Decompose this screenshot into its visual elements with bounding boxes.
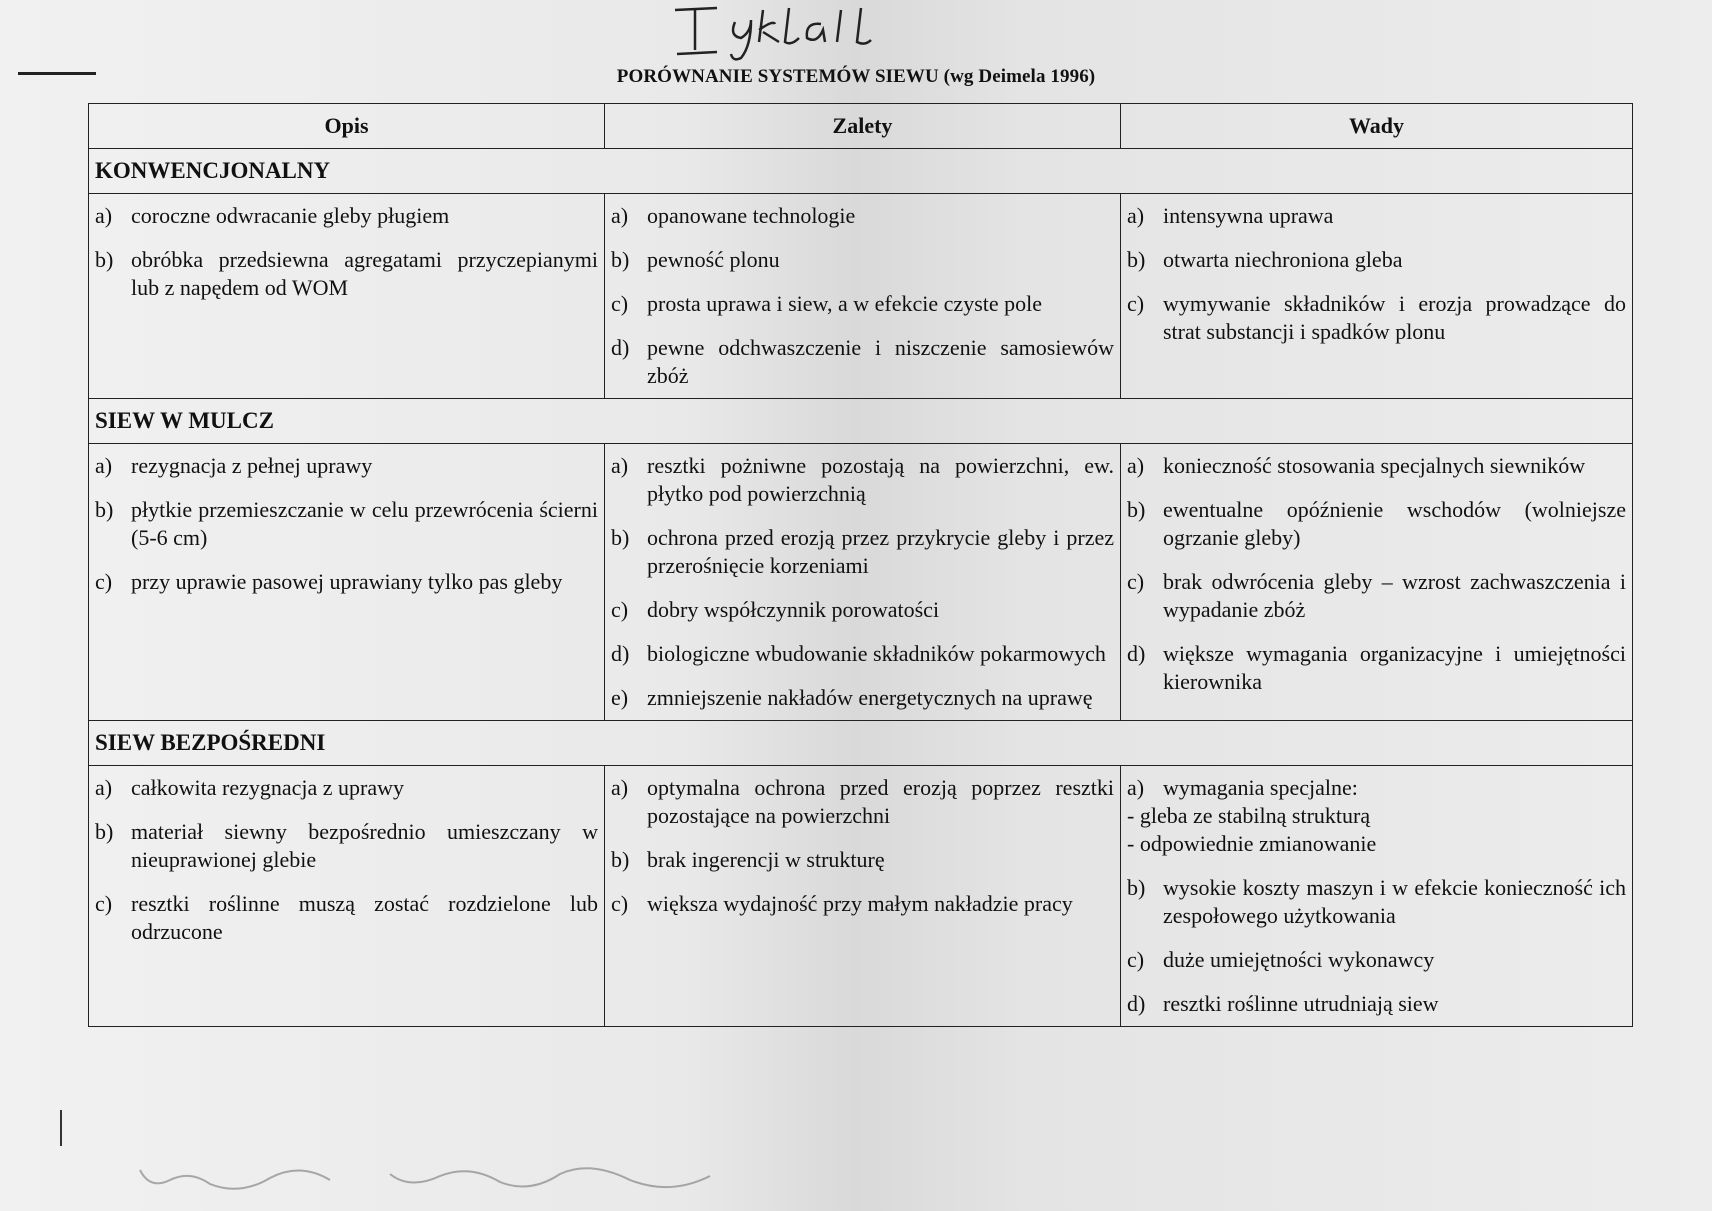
item-text: resztki roślinne muszą zostać rozdzielone lub odrzucone bbox=[131, 891, 598, 944]
item-letter: c) bbox=[95, 891, 113, 916]
list-item bbox=[1127, 990, 1626, 1018]
item-letter: c) bbox=[1127, 947, 1145, 972]
section-heading: KONWENCJONALNY bbox=[89, 149, 1633, 194]
item-letter: c) bbox=[611, 597, 629, 622]
item-letter: b) bbox=[95, 497, 114, 522]
list-item bbox=[1127, 202, 1626, 230]
item-text-wrap bbox=[647, 202, 1114, 230]
item-text-wrap bbox=[131, 890, 598, 946]
item-text-wrap bbox=[131, 568, 598, 596]
list-item bbox=[611, 452, 1114, 508]
item-letter: c) bbox=[611, 891, 629, 916]
document-title: PORÓWNANIE SYSTEMÓW SIEWU (wg Deimela 1996) bbox=[616, 66, 1096, 87]
list-item bbox=[611, 202, 1114, 230]
list-item bbox=[611, 684, 1114, 712]
item-text-wrap bbox=[1163, 246, 1626, 274]
list-item bbox=[1127, 246, 1626, 274]
item-letter: d) bbox=[611, 335, 630, 360]
item-text: większa wydajność przy małym nakładzie pracy bbox=[647, 891, 1073, 916]
item-text-wrap bbox=[647, 596, 1114, 624]
item-letter: c) bbox=[95, 569, 113, 594]
list-item bbox=[611, 246, 1114, 274]
cell-zalety bbox=[605, 194, 1121, 399]
item-letter: a) bbox=[95, 775, 113, 800]
list-item bbox=[611, 890, 1114, 918]
list-item bbox=[1127, 946, 1626, 974]
item-text: pewność plonu bbox=[647, 247, 780, 272]
item-letter: a) bbox=[1127, 203, 1145, 228]
item-letter: d) bbox=[1127, 991, 1146, 1016]
item-letter: a) bbox=[1127, 453, 1145, 478]
margin-bar-mark bbox=[60, 1110, 62, 1146]
list-item bbox=[611, 596, 1114, 624]
item-letter: d) bbox=[611, 641, 630, 666]
item-text-wrap bbox=[647, 890, 1114, 918]
item-text: rezygnacja z pełnej uprawy bbox=[131, 453, 373, 478]
item-text: całkowita rezygnacja z uprawy bbox=[131, 775, 405, 800]
list-item bbox=[1127, 874, 1626, 930]
item-text-wrap bbox=[1163, 946, 1626, 974]
item-text: brak odwrócenia gleby – wzrost zachwaszczenia i wypadanie zbóż bbox=[1163, 569, 1626, 622]
item-text: zmniejszenie nakładów energetycznych na uprawę bbox=[647, 685, 1093, 710]
item-letter: a) bbox=[95, 453, 113, 478]
list-item bbox=[95, 246, 598, 302]
list-item bbox=[1127, 496, 1626, 552]
item-subtext: - odpowiednie zmianowanie bbox=[1127, 831, 1377, 856]
item-text: duże umiejętności wykonawcy bbox=[1163, 947, 1435, 972]
item-text: dobry współczynnik porowatości bbox=[647, 597, 940, 622]
item-text-wrap bbox=[1163, 990, 1626, 1018]
item-letter: a) bbox=[1127, 775, 1145, 800]
list-item bbox=[95, 818, 598, 874]
item-text: otwarta niechroniona gleba bbox=[1163, 247, 1403, 272]
item-letter: e) bbox=[611, 685, 629, 710]
item-letter: b) bbox=[611, 247, 630, 272]
item-letter: b) bbox=[611, 525, 630, 550]
item-text: biologiczne wbudowanie składników pokarmowych bbox=[647, 641, 1106, 666]
table-row bbox=[89, 444, 1633, 721]
item-text-wrap bbox=[1163, 202, 1626, 230]
section-heading: SIEW BEZPOŚREDNI bbox=[89, 721, 1633, 766]
cell-opis bbox=[89, 444, 605, 721]
handwritten-footnote-scribble bbox=[110, 1150, 810, 1210]
item-letter: b) bbox=[611, 847, 630, 872]
item-text: wymywanie składników i erozja prowadzące do strat substancji i spadków plonu bbox=[1163, 291, 1626, 344]
cell-opis bbox=[89, 194, 605, 399]
item-text: intensywna uprawa bbox=[1163, 203, 1334, 228]
list-item bbox=[95, 774, 598, 802]
item-text-wrap bbox=[647, 524, 1114, 580]
item-letter: b) bbox=[1127, 497, 1146, 522]
item-text-wrap bbox=[647, 846, 1114, 874]
item-text-wrap bbox=[1163, 452, 1626, 480]
list-item bbox=[611, 640, 1114, 668]
item-text-wrap bbox=[1127, 774, 1626, 858]
cell-wady bbox=[1121, 766, 1633, 1027]
item-text-wrap bbox=[1163, 874, 1626, 930]
list-item bbox=[611, 774, 1114, 830]
item-text: wymagania specjalne: bbox=[1163, 775, 1358, 800]
item-letter: a) bbox=[95, 203, 113, 228]
item-text-wrap bbox=[131, 774, 598, 802]
cell-opis bbox=[89, 766, 605, 1027]
item-text: coroczne odwracanie gleby pługiem bbox=[131, 203, 450, 228]
item-text-wrap bbox=[647, 290, 1114, 318]
item-text-wrap bbox=[647, 774, 1114, 830]
list-item bbox=[95, 496, 598, 552]
item-letter: c) bbox=[611, 291, 629, 316]
item-text-wrap bbox=[1163, 568, 1626, 624]
item-text-wrap bbox=[1163, 496, 1626, 552]
item-text-wrap bbox=[1163, 640, 1626, 696]
item-text: płytkie przemieszczanie w celu przewrócenia ścierni (5-6 cm) bbox=[131, 497, 598, 550]
item-text: ochrona przed erozją przez przykrycie gleby i przez przerośnięcie korzeniami bbox=[647, 525, 1114, 578]
list-item bbox=[95, 890, 598, 946]
list-item bbox=[95, 452, 598, 480]
item-letter: b) bbox=[1127, 247, 1146, 272]
column-header-zalety: Zalety bbox=[605, 104, 1121, 149]
item-text: brak ingerencji w strukturę bbox=[647, 847, 885, 872]
table-row bbox=[89, 766, 1633, 1027]
item-text-wrap bbox=[647, 684, 1114, 712]
item-text-wrap bbox=[647, 452, 1114, 508]
item-text-wrap bbox=[131, 246, 598, 302]
column-header-wady: Wady bbox=[1121, 104, 1633, 149]
item-letter: b) bbox=[95, 819, 114, 844]
list-item bbox=[1127, 568, 1626, 624]
item-letter: d) bbox=[1127, 641, 1146, 666]
handwritten-header-signature bbox=[655, 2, 915, 62]
list-item bbox=[1127, 452, 1626, 480]
cell-wady bbox=[1121, 194, 1633, 399]
list-item bbox=[95, 202, 598, 230]
item-subtext: - gleba ze stabilną strukturą bbox=[1127, 803, 1371, 828]
item-text-wrap bbox=[647, 640, 1114, 668]
item-text: resztki pożniwne pozostają na powierzchni, ew. płytko pod powierzchnią bbox=[647, 453, 1114, 506]
header-row bbox=[89, 104, 1633, 149]
item-letter: b) bbox=[95, 247, 114, 272]
item-text: pewne odchwaszczenie i niszczenie samosiewów zbóż bbox=[647, 335, 1114, 388]
item-text: prosta uprawa i siew, a w efekcie czyste pole bbox=[647, 291, 1043, 316]
table-row bbox=[89, 194, 1633, 399]
cell-zalety bbox=[605, 766, 1121, 1027]
section-row bbox=[89, 149, 1633, 194]
item-letter: b) bbox=[1127, 875, 1146, 900]
list-item bbox=[1127, 290, 1626, 346]
item-letter: a) bbox=[611, 203, 629, 228]
item-text: optymalna ochrona przed erozją poprzez resztki pozostające na powierzchni bbox=[647, 775, 1114, 828]
section-heading: SIEW W MULCZ bbox=[89, 399, 1633, 444]
section-row bbox=[89, 399, 1633, 444]
list-item bbox=[611, 846, 1114, 874]
list-item bbox=[1127, 774, 1626, 858]
item-text-wrap bbox=[131, 452, 598, 480]
list-item bbox=[1127, 640, 1626, 696]
item-text-wrap bbox=[647, 246, 1114, 274]
item-letter: c) bbox=[1127, 569, 1145, 594]
item-letter: c) bbox=[1127, 291, 1145, 316]
item-text-wrap bbox=[131, 202, 598, 230]
column-header-opis: Opis bbox=[89, 104, 605, 149]
item-letter: a) bbox=[611, 453, 629, 478]
cell-wady bbox=[1121, 444, 1633, 721]
item-letter: a) bbox=[611, 775, 629, 800]
item-text: materiał siewny bezpośrednio umieszczany w nieuprawionej glebie bbox=[131, 819, 598, 872]
comparison-table bbox=[88, 103, 1633, 1027]
cell-zalety bbox=[605, 444, 1121, 721]
section-row bbox=[89, 721, 1633, 766]
item-text: większe wymagania organizacyjne i umiejętności kierownika bbox=[1163, 641, 1626, 694]
list-item bbox=[611, 334, 1114, 390]
item-text: obróbka przedsiewna agregatami przyczepianymi lub z napędem od WOM bbox=[131, 247, 598, 300]
item-text-wrap bbox=[131, 496, 598, 552]
list-item bbox=[611, 524, 1114, 580]
list-item bbox=[95, 568, 598, 596]
list-item bbox=[611, 290, 1114, 318]
table-body bbox=[89, 149, 1633, 1027]
item-text-wrap bbox=[647, 334, 1114, 390]
item-text-wrap bbox=[131, 818, 598, 874]
item-text: przy uprawie pasowej uprawiany tylko pas gleby bbox=[131, 569, 563, 594]
item-text: konieczność stosowania specjalnych siewników bbox=[1163, 453, 1586, 478]
item-text: opanowane technologie bbox=[647, 203, 856, 228]
item-text-wrap bbox=[1163, 290, 1626, 346]
item-text: wysokie koszty maszyn i w efekcie konieczność ich zespołowego użytkowania bbox=[1163, 875, 1626, 928]
item-text: ewentualne opóźnienie wschodów (wolniejsze ogrzanie gleby) bbox=[1163, 497, 1626, 550]
item-text: resztki roślinne utrudniają siew bbox=[1163, 991, 1439, 1016]
